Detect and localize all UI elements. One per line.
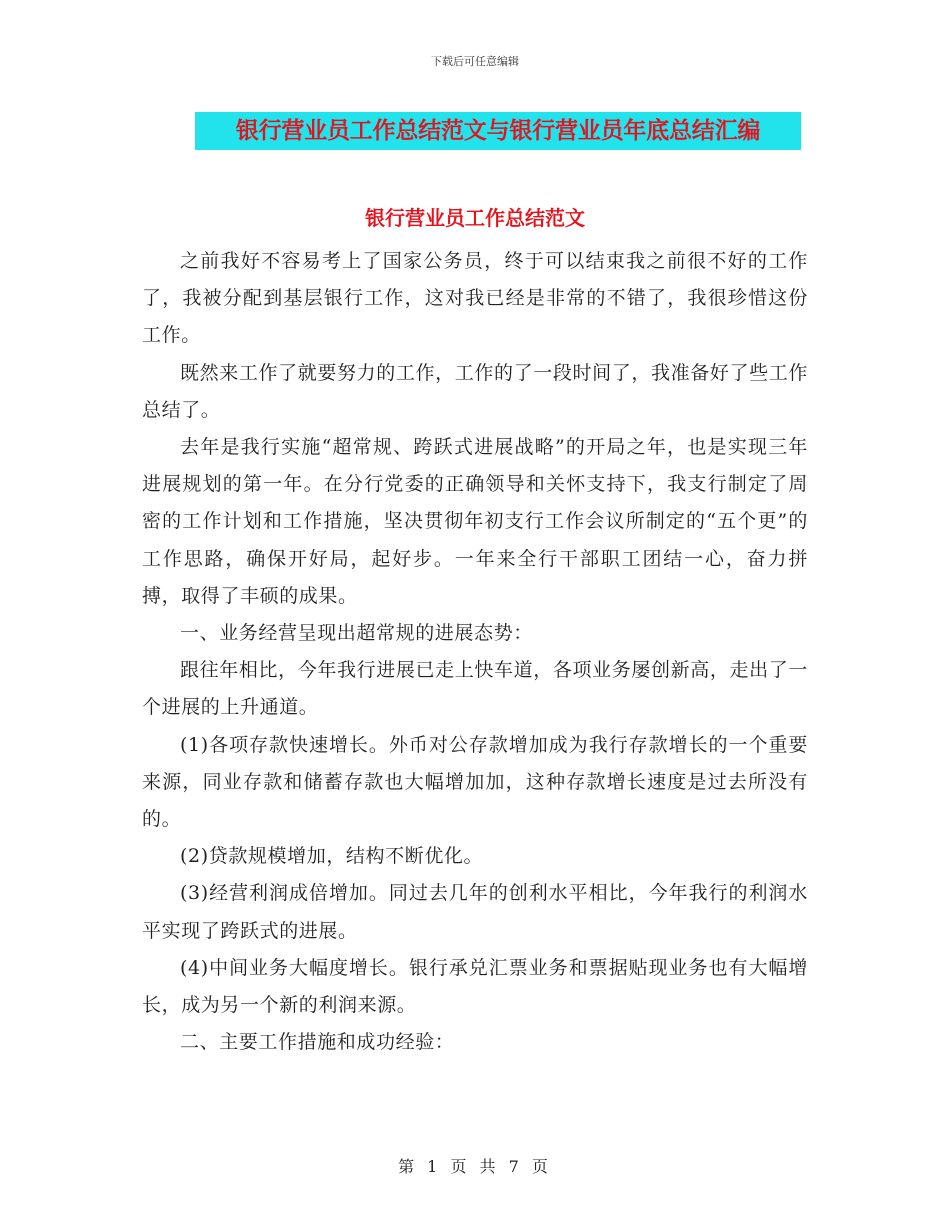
paragraph: 之前我好不容易考上了国家公务员，终于可以结束我之前很不好的工作了，我被分配到基层银行工作，这对我已经是非常的不错了，我很珍惜这份工作。 <box>142 250 808 347</box>
paragraph: (3)经营利润成倍增加。同过去几年的创利水平相比，今年我行的利润水平实现了跨跃式的进展。 <box>142 882 808 942</box>
paragraph: 二、主要工作措施和成功经验： <box>180 1031 455 1054</box>
paragraph: 一、业务经营呈现出超常规的进展态势： <box>180 622 533 645</box>
document-title: 银行营业员工作总结范文与银行营业员年底总结汇编 <box>195 112 801 150</box>
page-footer: 第 1 页 共 7 页 <box>398 1157 552 1176</box>
paragraph: 跟往年相比，今年我行进展已走上快车道，各项业务屡创新高，走出了一个进展的上升通道。 <box>142 659 808 719</box>
paragraph: 既然来工作了就要努力的工作，工作的了一段时间了，我准备好了些工作总结了。 <box>142 361 808 421</box>
paragraph: (4)中间业务大幅度增长。银行承兑汇票业务和票据贴现业务也有大幅增长，成为另一个新的利润来源。 <box>142 956 808 1017</box>
paragraph: (1)各项存款快速增长。外币对公存款增加成为我行存款增长的一个重要来源，同业存款和储蓄存款也大幅增加加，这种存款增长速度是过去所没有的。 <box>142 733 808 831</box>
header-note: 下载后可任意编辑 <box>431 55 519 68</box>
paragraph: 去年是我行实施“超常规、跨跃式进展战略”的开局之年，也是实现三年进展规划的第一年。在分行党委的正确领导和关怀支持下，我支行制定了周密的工作计划和工作措施，坚决贯彻年初支行工作会议所制定的“五个更”的工作思路，确保开好局，起好步。一年来全行干部职工团结一心，奋力拼搏，取得了丰硕的成果。 <box>142 436 808 607</box>
paragraph: (2)贷款规模增加，结构不断优化。 <box>180 845 484 868</box>
section-title: 银行营业员工作总结范文 <box>365 206 585 230</box>
document-body <box>142 243 808 1061</box>
